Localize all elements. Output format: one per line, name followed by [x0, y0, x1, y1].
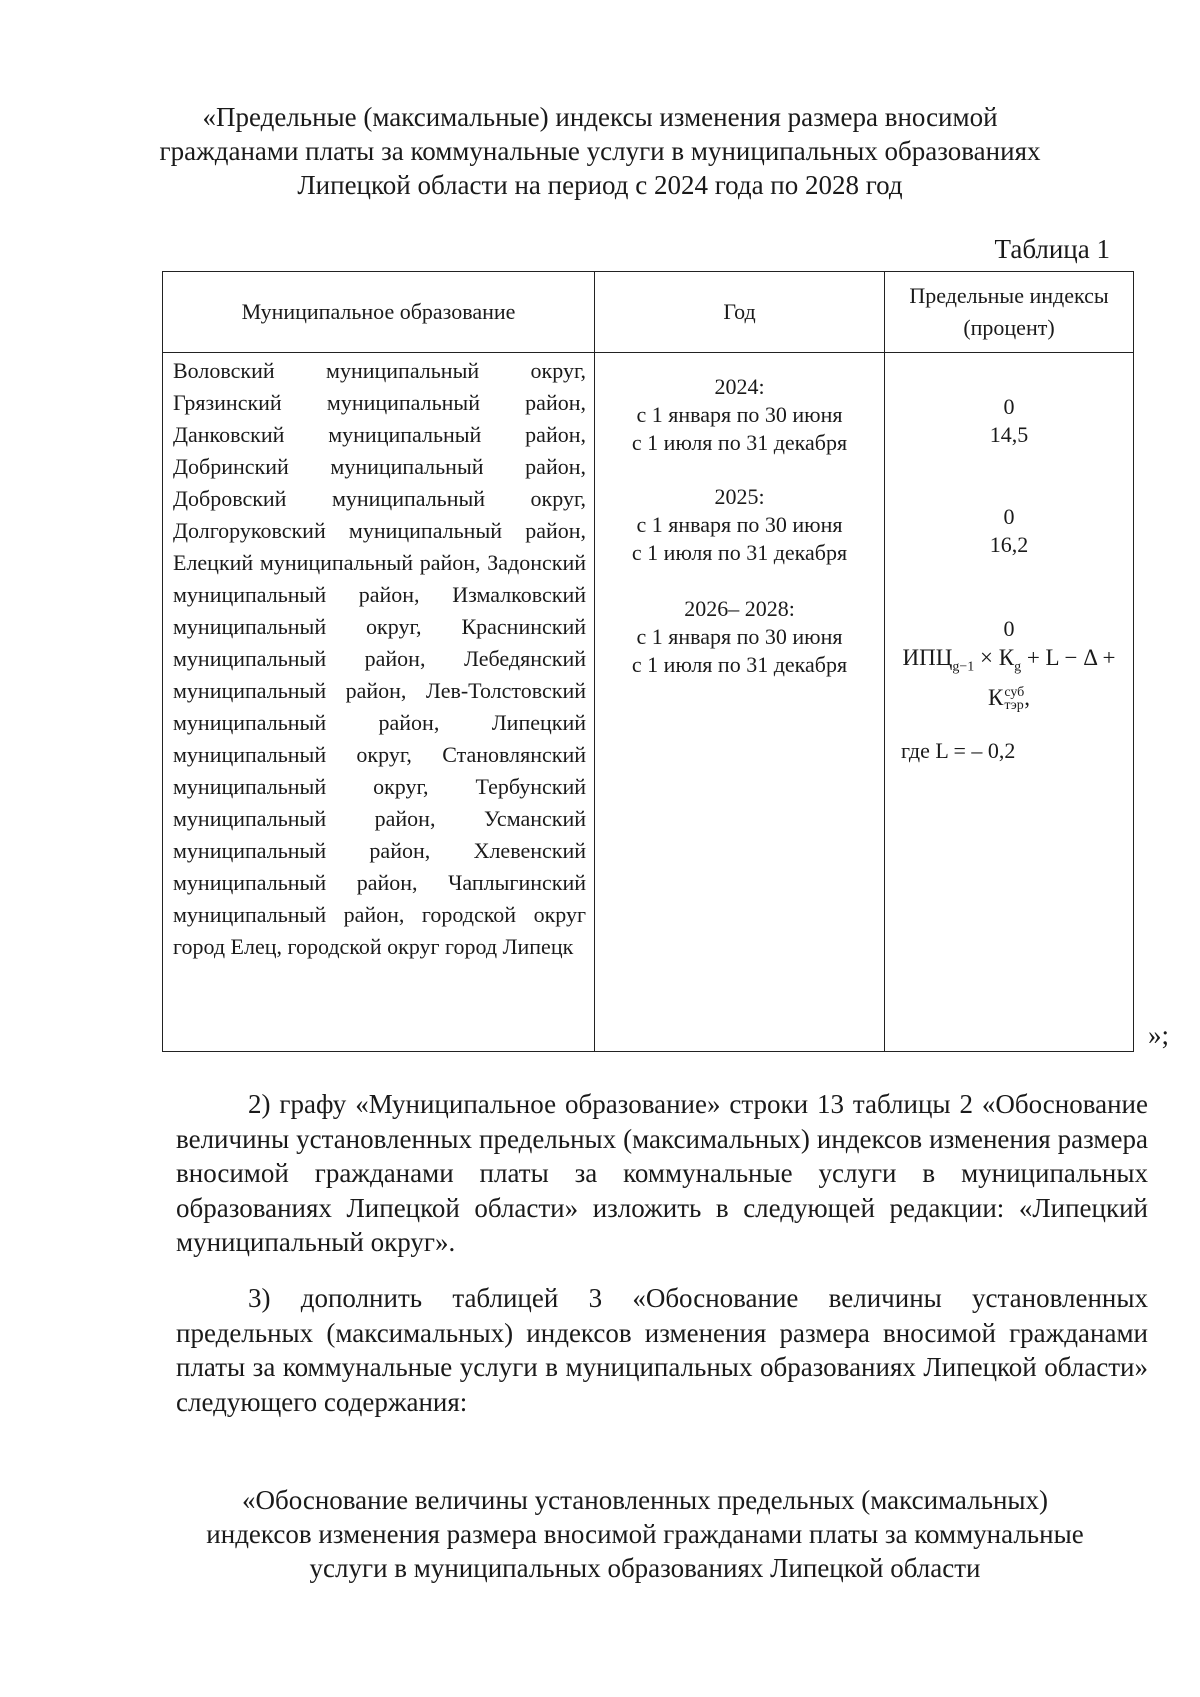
- subtitle-line-3: услуги в муниципальных образованиях Липецкой области: [309, 1553, 981, 1583]
- header-year: Год: [595, 272, 885, 353]
- year-label: 2026– 2028:: [684, 596, 795, 621]
- subtitle-line-1: «Обоснование величины установленных предельных (максимальных): [241, 1485, 1049, 1515]
- paragraph-2: 2) графу «Муниципальное образование» строки 13 таблицы 2 «Обоснование величины установленных предельных (максимальных) индексов изменения размера вносимой гражданами платы за коммунальные услуги в муниципальных образованиях Липецкой области» изложить в следующей редакции: «Липецкий муниципальный округ».: [176, 1089, 1148, 1257]
- half-1-label: с 1 января по 30 июня: [636, 624, 843, 649]
- index-2026-2028: [886, 615, 1132, 765]
- header-index-line-1: Предельные индексы: [909, 283, 1109, 308]
- year-label: 2024:: [714, 374, 765, 399]
- indices-table: [162, 271, 1134, 1052]
- index-value: 16,2: [989, 532, 1029, 557]
- municipalities-cell: Воловский муниципальный округ, Грязинский муниципальный район, Данковский муниципальный район, Добринский муниципальный район, Добровский муниципальный округ, Долгоруковский муниципальный район, Елецкий муниципальный район, Задонский муниципальный район, Измалковский муниципальный округ, Краснинский муниципальный район, Лебедянский муниципальный район, Лев-Толстовский муниципальный район, Липецкий муниципальный округ, Становлянский муниципальный округ, Тербунский муниципальный район, Усманский муниципальный район, Хлевенский муниципальный район, Чаплыгинский муниципальный район, городской округ город Елец, городской округ город Липецк: [163, 353, 595, 1052]
- index-value: 0: [1003, 504, 1015, 529]
- subtitle-line-2: индексов изменения размера вносимой гражданами платы за коммунальные: [206, 1519, 1084, 1549]
- index-formula-term: К суб тэр ,: [987, 684, 1031, 714]
- period-2026-2028: [596, 595, 883, 679]
- table-header-row: [163, 272, 1134, 353]
- period-2025: [596, 483, 883, 567]
- paragraph-3: 3) дополнить таблицей 3 «Обоснование величины установленных предельных (максимальных) индексов изменения размера вносимой гражданами платы за коммунальные услуги в муниципальных образованиях Липецкой области» следующего содержания:: [176, 1283, 1148, 1417]
- index-2025: [886, 503, 1132, 559]
- year-cell: [595, 353, 885, 1052]
- period-2024: [596, 373, 883, 457]
- half-2-label: с 1 июля по 31 декабря: [631, 540, 848, 565]
- index-value: 14,5: [989, 422, 1029, 447]
- half-2-label: с 1 июля по 31 декабря: [631, 652, 848, 677]
- table-caption: Таблица 1: [994, 234, 1110, 264]
- header-municipality: Муниципальное образование: [163, 272, 595, 353]
- year-label: 2025:: [714, 484, 765, 509]
- half-2-label: с 1 июля по 31 декабря: [631, 430, 848, 455]
- index-value: 0: [1003, 616, 1015, 641]
- index-formula: $ИПЦ_{g-1} \times К_g + L - \Delta$ +: [902, 645, 1116, 675]
- document-title: [150, 100, 1050, 202]
- title-line-2: гражданами платы за коммунальные услуги в муниципальных образованиях: [159, 136, 1041, 166]
- header-index-line-2: (процент): [963, 315, 1055, 340]
- table-3-title: [150, 1483, 1140, 1585]
- table-row: [163, 353, 1134, 1052]
- half-1-label: с 1 января по 30 июня: [636, 512, 843, 537]
- index-cell: [885, 353, 1134, 1052]
- title-line-1: «Предельные (максимальные) индексы изменения размера вносимой: [202, 102, 998, 132]
- index-value: 0: [1003, 394, 1015, 419]
- closing-quote: »;: [1148, 1020, 1170, 1050]
- half-1-label: с 1 января по 30 июня: [636, 402, 843, 427]
- formula-where: где L = – 0,2: [901, 737, 1016, 763]
- header-index: [885, 272, 1134, 353]
- title-line-3: Липецкой области на период с 2024 года по 2028 год: [297, 170, 903, 200]
- index-2024: [886, 393, 1132, 449]
